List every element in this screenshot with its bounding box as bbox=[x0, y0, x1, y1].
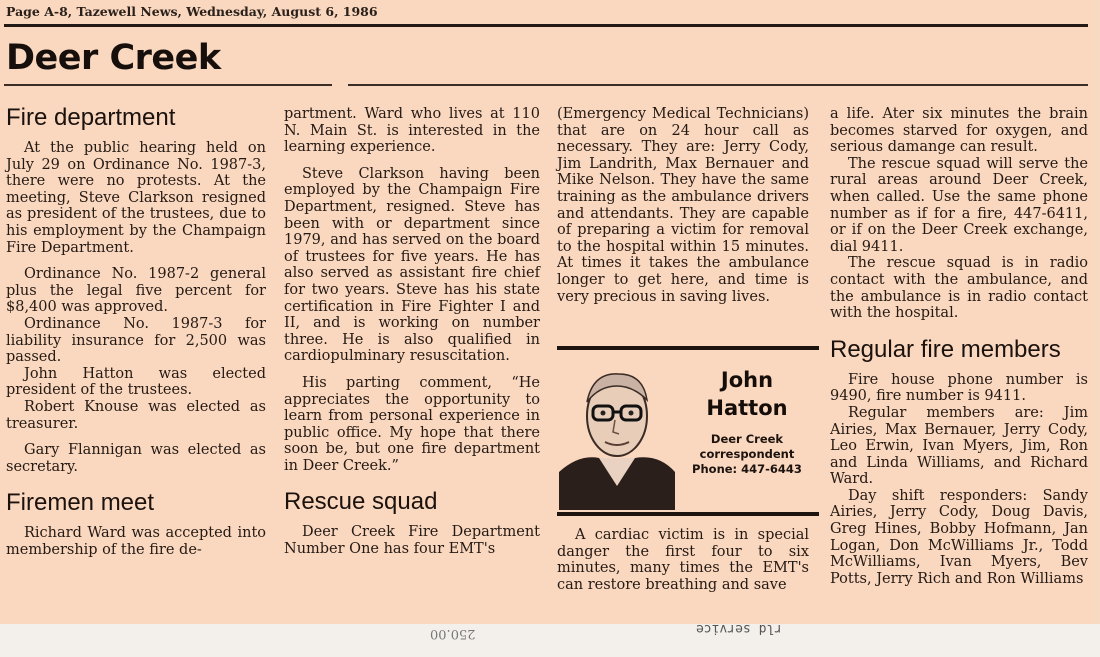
paragraph: At the public hearing held on July 29 on Ordinance No. 1987-3, there were no protests. At the meeting, Steve Clarkson resigned as president of the trustees, due to his employment by the Champaign Fire Department. bbox=[6, 140, 266, 256]
paragraph: Ordinance No. 1987-3 for liability insurance for 2,500 was passed. bbox=[6, 315, 266, 366]
dateline: Page A-8, Tazewell News, Wednesday, August 6, 1986 bbox=[6, 4, 378, 19]
paragraph: Day shift responders: Sandy Airies, Jerry Cody, Doug Davis, Greg Hines, Bobby Hofmann, Jan Logan, Don McWilliams Jr., Todd McWilliams, Ivan Myers, Bev Potts, Jerry Rich and Ron Williams bbox=[830, 487, 1088, 587]
headline-rescue-squad: Rescue squad bbox=[284, 488, 438, 516]
paragraph: Robert Knouse was elected as treasurer. bbox=[6, 398, 266, 432]
column-2 bbox=[284, 106, 540, 558]
paragraph: partment. Ward who lives at 110 N. Main St. is interested in the learning experience. bbox=[284, 106, 540, 156]
column-3-lower bbox=[557, 527, 809, 593]
correspondent-portrait bbox=[559, 354, 675, 510]
paragraph: John Hatton was elected president of the trustees. bbox=[6, 365, 266, 399]
bleed-through-text: rld service bbox=[696, 621, 783, 636]
paragraph: Regular members are: Jim Airies, Max Bernauer, Jerry Cody, Leo Erwin, Ivan Myers, Jim, Ron and Linda Williams, and Richard Ward. bbox=[830, 404, 1088, 488]
headline-regular-fire-members: Regular fire members bbox=[830, 335, 1061, 363]
section-title: Deer Creek bbox=[6, 38, 221, 78]
correspondent-photo-box bbox=[557, 346, 819, 520]
caption-details bbox=[677, 432, 817, 477]
paragraph: Ordinance No. 1987-2 general plus the legal five percent for $8,400 was approved. bbox=[6, 266, 266, 316]
paragraph: (Emergency Medical Technicians) that are on 24 hour call as necessary. They are: Jerry Cody, Jim Landrith, Max Bernauer and Mike Nelson. They have the same training as the ambulance drivers and attendants. They are capable of preparing a victim for removal to the hospital within 15 minutes. At times it takes the ambulance longer to get here, and time is very precious in saving lives. bbox=[557, 106, 809, 305]
bleed-through-strip bbox=[0, 624, 1100, 657]
photo-rule bbox=[557, 346, 819, 350]
paragraph: A cardiac victim is in special danger the first four to six minutes, many times the EMT's can restore breathing and save bbox=[557, 527, 809, 593]
title-rule-left bbox=[4, 84, 332, 86]
photo-rule bbox=[557, 512, 819, 516]
caption-name bbox=[677, 366, 817, 422]
paragraph: a life. Ater six minutes the brain becomes starved for oxygen, and serious damange can result. bbox=[830, 106, 1088, 156]
paragraph: Steve Clarkson having been employed by the Champaign Fire Department, resigned. Steve has been with or department since 1979, and has served on the board of trustees for five years. He has also served as assistant fire chief for two years. Steve has his state certification in Fire Fighter I and II, and is working on number three. He is also qualified in cardiopulminary resuscitation. bbox=[284, 165, 540, 365]
paragraph: Deer Creek Fire Department Number One has four EMT's bbox=[284, 524, 540, 558]
paragraph: The rescue squad will serve the rural areas around Deer Creek, when called. Use the same phone number as if for a fire, 447-6411, or if on the Deer Creek exchange, dial 9411. bbox=[830, 155, 1088, 255]
paragraph: Gary Flannigan was elected as secretary. bbox=[6, 442, 266, 475]
caption-phone: Phone: 447-6443 bbox=[692, 462, 802, 476]
headline-fire-department: Fire department bbox=[6, 104, 176, 131]
paragraph: Richard Ward was accepted into membership of the fire de- bbox=[6, 525, 266, 558]
column-1 bbox=[6, 104, 266, 558]
header-rule bbox=[4, 24, 1088, 27]
column-3 bbox=[557, 106, 809, 305]
caption-last-name: Hatton bbox=[706, 396, 788, 420]
title-rule-right bbox=[348, 84, 1088, 86]
column-4 bbox=[830, 106, 1088, 587]
caption-role: correspondent bbox=[699, 447, 795, 461]
headline-firemen-meet: Firemen meet bbox=[6, 489, 155, 517]
paragraph: Fire house phone number is 9490, fire number is 9411. bbox=[830, 371, 1088, 405]
paragraph: His parting comment, “He appreciates the opportunity to learn from personal experience in public office. My hope that there soon be, but one fire department in Deer Creek.” bbox=[284, 374, 540, 474]
caption-first-name: John bbox=[720, 368, 774, 392]
caption-location: Deer Creek bbox=[710, 432, 784, 446]
paragraph: The rescue squad is in radio contact with the ambulance, and the ambulance is in radio contact with the hospital. bbox=[830, 255, 1088, 322]
bleed-through-text: 250.00 bbox=[430, 626, 476, 641]
